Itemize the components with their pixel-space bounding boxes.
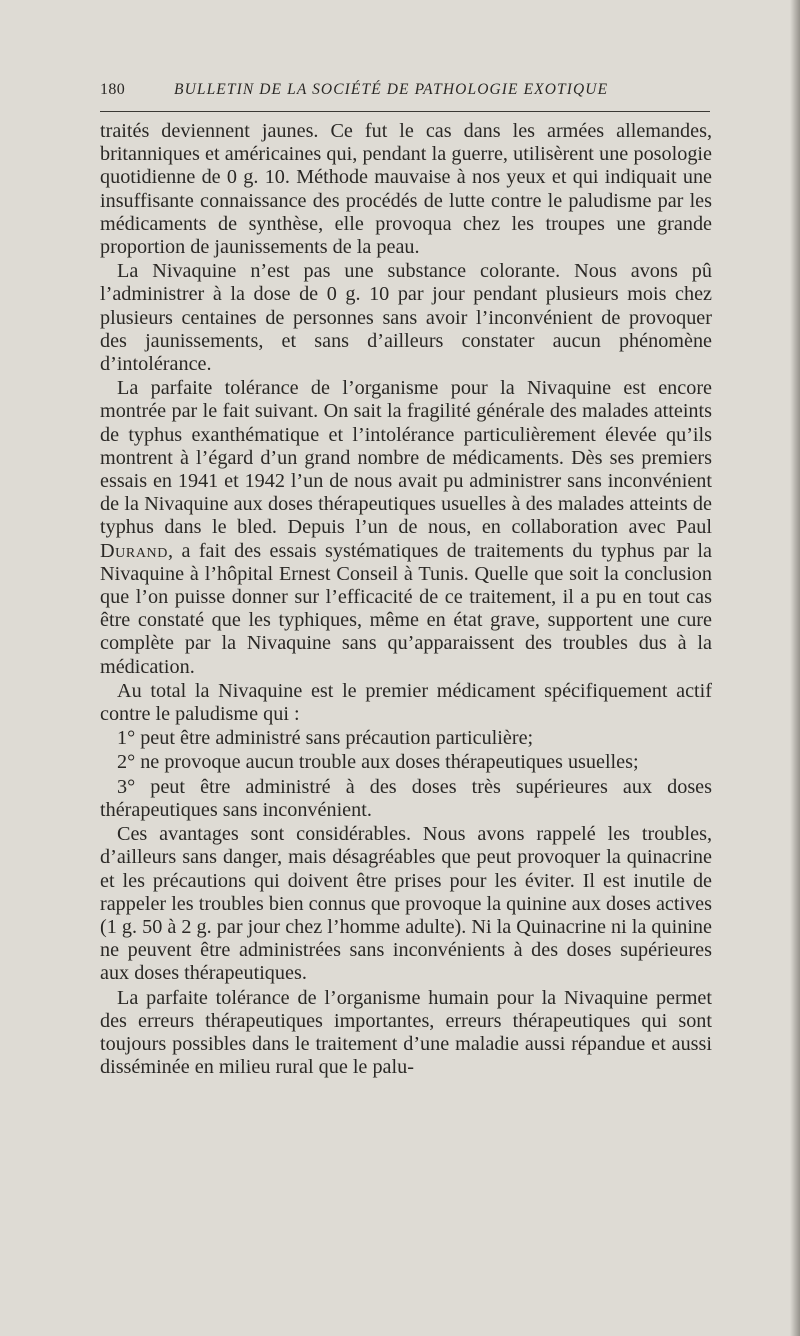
list-item: 3° peut être administré à des doses très supérieures aux doses thérapeutiques sans inconvénient.	[100, 775, 712, 821]
list-item: 1° peut être administré sans précaution particulière;	[117, 727, 534, 750]
paragraph: La Nivaquine n’est pas une substance colorante. Nous avons pû l’administrer à la dose de 0 g. 10 par jour pendant plusieurs mois chez plusieurs centaines de personnes sans avoir l’inconvénient de provoquer des jaunissements, et sans d’ailleurs constater aucun phénomène d’intolérance.	[100, 260, 712, 376]
article-body	[100, 120, 712, 1079]
paragraph: Au total la Nivaquine est le premier médicament spécifiquement actif contre le paludisme qui :	[100, 679, 712, 726]
paragraph: La parfaite tolérance de l’organisme humain pour la Nivaquine permet des erreurs thérapeutiques importantes, erreurs thérapeutiques qui sont toujours possibles dans le traitement d’une maladie aussi répandue et aussi disséminée en milieu rural que le palu-	[100, 986, 712, 1079]
page-number: 180	[100, 81, 126, 98]
paragraph-text: , a fait des essais systématiques de traitements du typhus par la Nivaquine à l’hôpital Ernest Conseil à Tunis. Quelle que soit la conclusion que l’on puisse donner sur l’efficacité de ce traitement, il a pu en tout cas être constaté que les typhiques, même en état grave, supportent une cure complète par la Nivaquine sans qu’apparaissent des troubles dus à la médication.	[100, 539, 712, 678]
paragraph	[100, 377, 712, 679]
paragraph-text: La parfaite tolérance de l’organisme pour la Nivaquine est encore montrée par le fait suivant. On sait la fragilité générale des malades atteints de typhus exanthématique et l’intolérance particulièrement élevée qu’ils montrent à l’égard d’un grand nombre de médicaments. Dès ses premiers essais en 1941 et 1942 l’un de nous avait pu administrer sans inconvénient de la Nivaquine aux doses thérapeutiques usuelles à des malades atteints de typhus dans le bled. Depuis l’un de nous, en collaboration avec Paul	[100, 377, 712, 539]
header-rule	[100, 111, 710, 112]
page-header	[100, 81, 710, 107]
paragraph: traités deviennent jaunes. Ce fut le cas dans les armées allemandes, britanniques et américaines qui, pendant la guerre, utilisèrent une posologie quotidienne de 0 g. 10. Méthode mauvaise à nos yeux et qui indiquait une insuffisante connaissance des procédés de lutte contre le paludisme par les médicaments de synthèse, elle provoqua chez les troupes une grande proportion de jaunissements de la peau.	[100, 120, 712, 259]
author-name: Durand	[100, 539, 168, 562]
list-item: 2° ne provoque aucun trouble aux doses thérapeutiques usuelles;	[117, 751, 639, 774]
paragraph: Ces avantages sont considérables. Nous avons rappelé les troubles, d’ailleurs sans danger, mais désagréables que peut provoquer la quinacrine et les précautions qui doivent être prises pour les éviter. Il est inutile de rappeler les troubles bien connus que provoque la quinine aux doses actives (1 g. 50 à 2 g. par jour chez l’homme adulte). Ni la Quinacrine ni la quinine ne peuvent être administrées sans inconvénients à des doses supérieures aux doses thérapeutiques.	[100, 823, 712, 985]
running-title: BULLETIN DE LA SOCIÉTÉ DE PATHOLOGIE EXOTIQUE	[174, 81, 609, 98]
